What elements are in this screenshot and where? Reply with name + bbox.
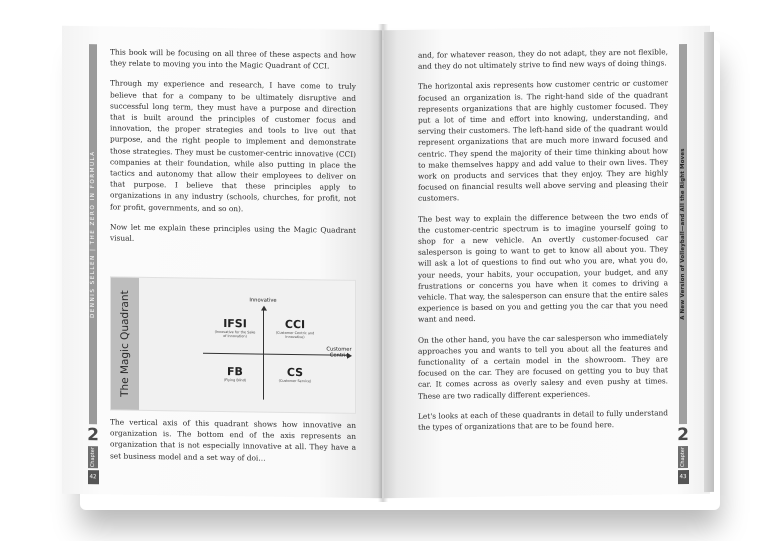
quadrant-sublabel: (Customer Service) xyxy=(278,378,312,384)
paragraph: Through my experience and research, I have come to truly believe that for a company to be ultimately disruptive and successful long term, they must have a purpose and direction that is built around the principles of customer focus and innovation, the proper strategies and tools to live out that purpose, and the right people to implement and demonstrate those strategies. They must be customer-centric innovative (CCI) companies at their foundation, while also putting in place the tactics and autonomy that allow their employees to deliver on that purpose. I believe that these principles apply to organizations in any industry (schools, churches, for profit, not for profit, governments, and so on). xyxy=(110,78,356,213)
quadrant-label: CS xyxy=(286,365,304,380)
right-chapter-number: 2 xyxy=(677,425,689,446)
quadrant-cs xyxy=(273,366,317,384)
paragraph: The horizontal axis represents how customer centric or customer focused an organization is. The right-hand side of the quadrant represents organizations that are highly customer focused. They put a lot of time and effort into knowing, understanding, and serving their customers. The left-hand side of the quadrant would represent organizations that are much more inward focused and centric. They spend the majority of their time thinking about how to make themselves happy and add value to their own lives. They work on products and services that they enjoy. They are highly focused on financial results well above serving and pleasing their customers. xyxy=(418,78,668,204)
left-body-text-after-figure xyxy=(110,416,356,473)
magic-quadrant-figure xyxy=(110,276,356,413)
right-running-header: A New Version of Volleyball—and All the Right Moves xyxy=(680,148,686,320)
quadrant-label: IFSI xyxy=(223,317,247,331)
paragraph: On the other hand, you have the car salesperson who immediately approaches you and wants to tell you about all the features and functionality of a certain model in the showroom. They are focused on the car. They are focused on getting you to buy that car. It comes across as overly salesy and even pushy at times. These are two radically different experiences. xyxy=(418,331,668,401)
left-page xyxy=(62,26,382,498)
left-body-text xyxy=(110,46,356,256)
right-body-text xyxy=(418,46,668,442)
left-chapter-label: Chapter xyxy=(90,447,96,468)
quadrant-sublabel: (Innovative for the Sake of Innovation) xyxy=(214,329,256,339)
right-page-number: 43 xyxy=(678,470,689,484)
right-page xyxy=(384,26,710,499)
right-running-header-bar xyxy=(679,44,687,424)
paragraph: Let's looks at each of these quadrants in detail to fully understand the types of organizations that are to be found here. xyxy=(418,408,668,432)
vertical-axis-label: Innovative xyxy=(249,297,277,304)
paragraph: Now let me explain these principles using the Magic Quadrant visual. xyxy=(110,222,356,243)
right-side-tab xyxy=(676,44,690,484)
page-stack-edge xyxy=(704,32,714,492)
right-chapter-label: Chapter xyxy=(680,447,686,468)
left-running-header: DENNIS SELLEN | THE ZERO IN FORMULA xyxy=(90,150,96,319)
left-side-tab xyxy=(86,44,100,484)
paragraph: This book will be focusing on all three of these aspects and how they relate to moving you into the Magic Quadrant of CCI. xyxy=(110,47,356,71)
quadrant-fb xyxy=(213,365,257,383)
quadrant-label: FB xyxy=(227,365,243,379)
left-page-number: 42 xyxy=(88,470,99,484)
quadrant-label: CCI xyxy=(284,317,306,332)
paragraph: and, for whatever reason, they do not adapt, they are not flexible, and they do not ultimately strive to find new ways of doing things. xyxy=(418,47,668,72)
quadrant-cci xyxy=(273,318,317,340)
quadrant-sublabel: (Flying Blind) xyxy=(223,378,247,383)
quadrant-ifsi xyxy=(213,317,257,339)
paragraph: The vertical axis of this quadrant shows how innovative an organization is. The bottom end of the axis represents an organization that is not especially innovative at all. They have a set business model and a set way of doi… xyxy=(110,417,356,463)
quadrant-sublabel: (Customer Centric and Innovative) xyxy=(275,330,315,340)
left-chapter-number: 2 xyxy=(87,425,99,446)
horizontal-axis-label: Customer Centric xyxy=(326,346,352,359)
paragraph: The best way to explain the difference between the two ends of the customer-centric spectrum is to imagine yourself going to shop for a new vehicle. An overtly customer-focused car salesperson is going to want to get to know all about you. They will ask a lot of questions to find out who you are, what you do, your needs, your habits, your occupation, your budget, and any frustrations or concerns you have when it comes to driving a vehicle. That way, the salesperson can ensure that the entire sales experience is based on you and getting you the car that you need want and need. xyxy=(418,210,668,325)
figure-title: The Magic Quadrant xyxy=(119,290,131,398)
left-running-header-bar xyxy=(89,44,97,424)
